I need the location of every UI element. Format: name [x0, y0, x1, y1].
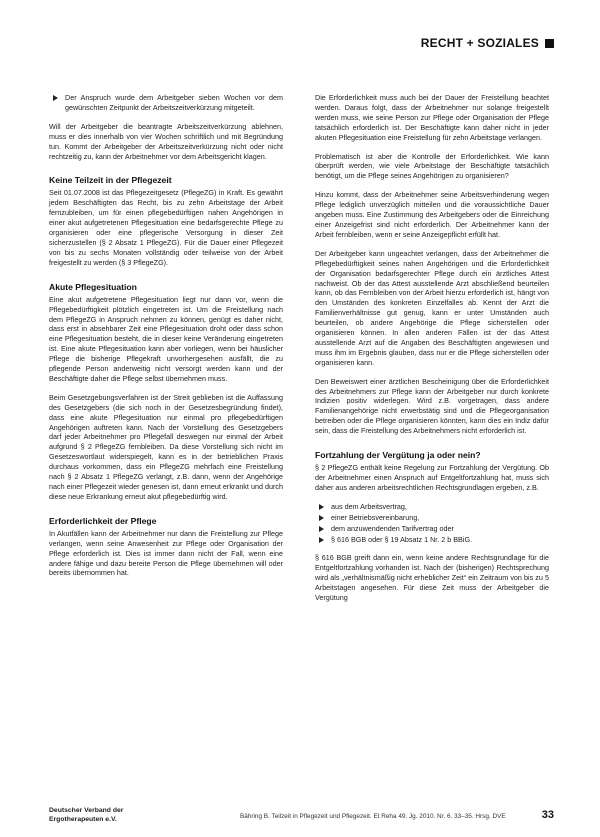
page-number: 33 [541, 809, 554, 821]
right-paragraph-3: Hinzu kommt, dass der Arbeitnehmer seine Arbeitsverhinderung wegen Pflege lediglich unverzüglich mitteilen und die voraussichtliche Dauer angeben muss. Eine Zustimmung des Arbeitgebers oder die Einreichung einer Anzeigefrist sind nicht erforderlich. Der Arbeitnehmer kann der Arbeit fernbleiben, wenn er seine Anzeigepflicht erfüllt hat. [315, 190, 549, 239]
publisher-line-1: Deutscher Verband der [49, 807, 124, 814]
section-heading-fortzahlung: Fortzahlung der Vergütung ja oder nein? [315, 450, 481, 461]
section-title: RECHT + SOZIALES [420, 36, 539, 50]
right-paragraph-1: Die Erforderlichkeit muss auch bei der Dauer der Freistellung beachtet werden. Daraus folgt, dass der Arbeitnehmer nur solange freigestellt werden muss, wie seine Person zur Pflege oder Organisation der Pflege tatsächlich erforderlich ist. Der Beschäftigte kann daher nicht in jeder akuten Pflegesituation eine Freistellung für zehn Arbeitstage verlangen. [315, 93, 549, 142]
fortzahlung-list [315, 502, 549, 545]
right-paragraph-5: Den Beweiswert einer ärztlichen Bescheinigung über die Erforderlichkeit des Arbeitnehmers zur Pflege kann der Arbeitgeber nur durch konkrete Indizien positiv widerlegen. Wird z.B. vorgetragen, dass andere Familienangehörige nicht erwerbstätig sind und die Pflegeorganisation betreiben oder die Pflege organisieren könnten, kann dies ein Indiz dafür sein, dass die Freistellung des Arbeitnehmers nicht erforderlich ist. [315, 376, 549, 436]
right-column [315, 93, 549, 612]
list-item: einer Betriebsvereinbarung, [315, 513, 549, 523]
publisher-line-2: Ergotherapeuten e.V. [49, 815, 117, 823]
section-paragraph-keine-teilzeit: Seit 01.07.2008 ist das Pflegezeitgesetz (PflegeZG) in Kraft. Es gewährt jedem Beschäftigten das Recht, bis zu zehn Arbeitstage der Arbeit fernzubleiben, um für einen pflegebedürftigen nahen Angehörigen in einer akut aufgetretenen Pflegesituation eine bedarfsgerechte Pflege zu organisieren oder eine pflegerische Versorgung in dieser Zeit sicherzustellen (§ 2 Absatz 1 PflegeZG). Für die Dauer einer Pflegezeit von bis zu sechs Monaten vollständig oder teilweise von der Arbeit freigestellt zu werden (§ 3 PflegeZG). [49, 188, 283, 267]
footer-publisher [49, 807, 123, 824]
section-heading-akute-pflegesituation: Akute Pflegesituation [49, 281, 137, 292]
section-heading-keine-teilzeit: Keine Teilzeit in der Pflegezeit [49, 175, 172, 186]
intro-bullet: Der Anspruch wurde dem Arbeitgeber sieben Wochen vor dem gewünschten Zeitpunkt der Arbeitszeitverkürzung mitgeteilt. [49, 93, 283, 113]
right-paragraph-2: Problematisch ist aber die Kontrolle der Erforderlichkeit. Wie kann überprüft werden, wie viele Arbeitstage der Beschäftigte tatsächlich benötigt, um die Pflege seines Angehörigen zu organisieren? [315, 151, 549, 181]
intro-bullet-list [49, 93, 283, 113]
left-column [49, 93, 283, 587]
list-item: § 616 BGB oder § 19 Absatz 1 Nr. 2 b BBiG. [315, 535, 549, 545]
section-paragraph-akute-1: Eine akut aufgetretene Pflegesituation liegt nur dann vor, wenn die Pflegebedürftigkeit plötzlich eingetreten ist. Um die Freistellung nach dem PflegeZG in Anspruch nehmen zu können, genügt es daher nicht, dass erst in absehbarer Zeit eine Pflegesituation droht oder dass schon eine Pflegesituation besteht, die in dieser keine Veränderung eingetreten ist. Eine akute Pflegesituation kann aber vorliegen, wenn bei häuslicher Pflege die bisherige Pflegekraft unvorhergesehen ausfällt, die zu pflegende Person anderweitig nicht versorgt werden kann und der Beschäftigte daher die Pflege selbst übernehmen muss. [49, 294, 283, 383]
section-paragraph-erforderlichkeit: In Akutfällen kann der Arbeitnehmer nur dann die Freistellung zur Pflege verlangen, wenn seine Anwesenheit zur Pflege oder Organisation der Pflege erforderlich ist. Dies ist immer dann nicht der Fall, wenn eine andere fähige und dazu bereite Person die Pflege übernehmen will oder bereits übernommen hat. [49, 528, 283, 578]
list-item: dem anzuwendenden Tarifvertrag oder [315, 524, 549, 534]
section-heading-erforderlichkeit: Erforderlichkeit der Pflege [49, 515, 157, 526]
header-square-icon [545, 39, 554, 48]
footer-citation: Bähring B. Teilzeit in Pflegezeit und Pflegezeit. Et Reha 49. Jg. 2010. Nr. 6. 33–35. Hrsg. DVE [240, 813, 506, 820]
section-paragraph-fortzahlung: § 2 PflegeZG enthält keine Regelung zur Fortzahlung der Vergütung. Ob der Arbeitnehmer einen Anspruch auf Entgeltfortzahlung hat, muss sich daher aus anderen arbeitsrechtlichen Rechtsgrundlagen ergeben, z.B. [315, 463, 549, 492]
section-header [421, 36, 554, 50]
right-paragraph-4: Der Arbeitgeber kann ungeachtet verlangen, dass der Arbeitnehmer die Pflegebedürftigkeit seines nahen Angehörigen und die Erforderlichkeit der Organisation bedarfsgerechter Pflege durch ein ärztliches Attest nachweist. Ob der das Attest ausstellende Arzt abschließend beurteilen kann, ob das Fernbleiben von der Arbeit hierzu erforderlich ist, hängt von den Umständen des konkreten Einzelfalles ab. Kennt der Arzt die Familienverhältnisse gut genug, kann er unter Umständen auch beurteilen, ob andere Angehörige die Pflege sicherstellen oder organisieren können. In allen anderen Fällen ist der das Attest ausstellende Arzt auf die Angaben des Beschäftigten angewiesen und muss ihm im Ergebnis glauben, dass nur er die Pflege sicherstellen oder organisieren kann. [315, 248, 549, 367]
section-paragraph-akute-2: Beim Gesetzgebungsverfahren ist der Streit geblieben ist die Auffassung des Gesetzgebers (die sich noch in der Gesetzesbegründung findet), dass eine akute Pflegesituation nur einmal pro pflegebedürftigen Angehörigen auftreten kann. Nach der Vorstellung des Gesetzgebers darf jeder Arbeitnehmer pro Pflegefall deswegen nur einmal der Arbeit aufgrund § 2 PflegeZG fernbleiben. Da diese Vorstellung sich nicht im Gesetzeswortlaut widerspiegelt, kann es in der betrieblichen Praxis durchaus vorkommen, dass ein PflegeZG mehrfach eine Freistellung nach § 2 Absatz 1 PflegeZG verlangt, z.B. dann, wenn der Angehörige nach einer Pflegezeit wieder genesen ist, dann erneut erkrankt und durch diese neue Erkrankung erneut akut pflegebedürftig wird. [49, 392, 283, 501]
section-paragraph-fortzahlung-closing: § 616 BGB greift dann ein, wenn keine andere Rechtsgrundlage für die Entgeltfortzahlung vorhanden ist. Nach der (bisherigen) Rechtsprechung wird als „verhältnismäßig nicht erheblicher Zeit“ ein Zeitraum von bis zu 5 Arbeitstagen angesehen. Für diese Zeit muss der Arbeitgeber die Vergütung [315, 553, 549, 603]
list-item: aus dem Arbeitsvertrag, [315, 502, 549, 512]
intro-paragraph: Will der Arbeitgeber die beantragte Arbeitszeitverkürzung ablehnen, muss er dies innerhalb von vier Wochen schriftlich und mit Begründung tun. Kommt der Arbeitgeber der Arbeitszeitverkürzung nicht oder nicht rechtzeitig zu, kann der Arbeitnehmer vor dem Arbeitsgericht klagen. [49, 121, 283, 161]
